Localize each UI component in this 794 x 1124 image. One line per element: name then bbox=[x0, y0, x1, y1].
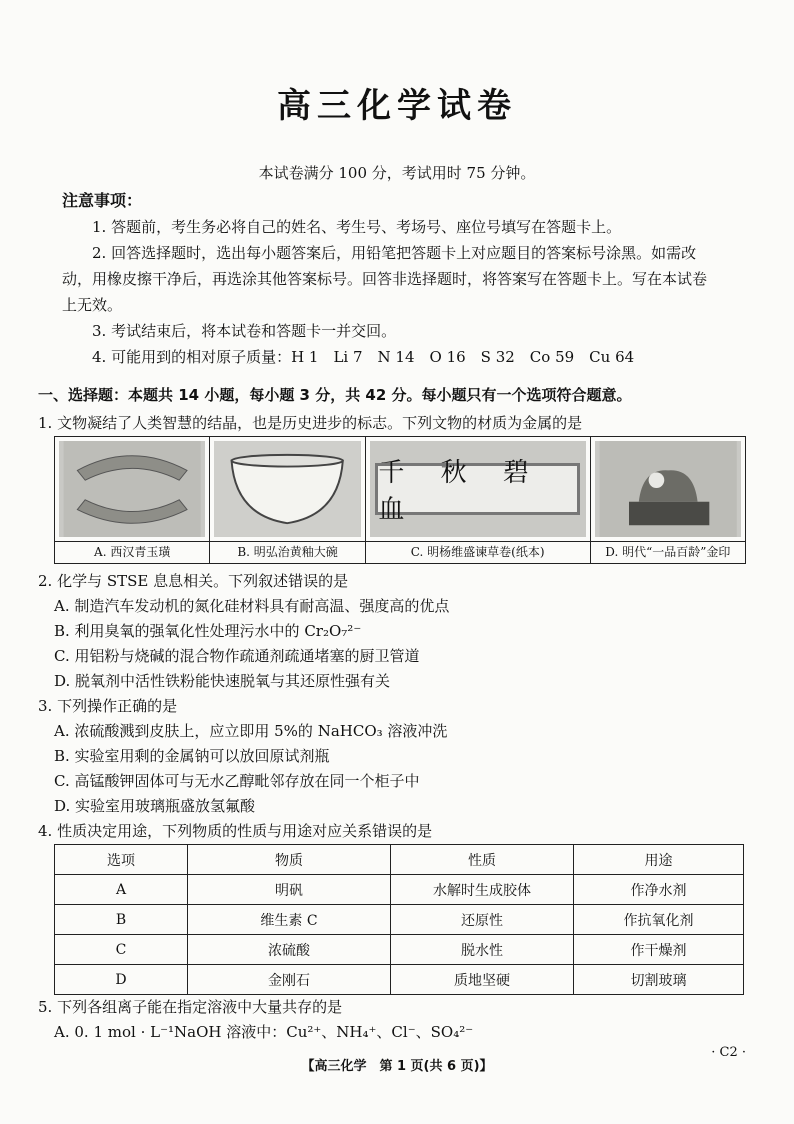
jade-huang-image bbox=[59, 441, 205, 537]
q2-option-b: B. 利用臭氧的强氧化性处理污水中的 Cr₂O₇²⁻ bbox=[54, 622, 362, 640]
artifact-label-d: D. 明代“一品百龄”金印 bbox=[591, 541, 745, 563]
table-cell: 还原性 bbox=[391, 905, 574, 935]
page-title: 高三化学试卷 bbox=[277, 86, 517, 126]
q2-option-a: A. 制造汽车发动机的氮化硅材料具有耐高温、强度高的优点 bbox=[54, 597, 450, 615]
table-cell: 作抗氧化剂 bbox=[574, 905, 744, 935]
q4-stem: 4. 性质决定用途，下列物质的性质与用途对应关系错误的是 bbox=[38, 822, 433, 840]
table-cell: 水解时生成胶体 bbox=[391, 875, 574, 905]
table-cell: 切割玻璃 bbox=[574, 965, 744, 995]
table-cell: 明矾 bbox=[188, 875, 391, 905]
table-row bbox=[55, 905, 744, 935]
table-cell: 作干燥剂 bbox=[574, 935, 744, 965]
q5-stem: 5. 下列各组离子能在指定溶液中大量共存的是 bbox=[38, 998, 343, 1016]
table-row bbox=[55, 935, 744, 965]
artifact-cell-a bbox=[55, 437, 210, 563]
q4-property-table bbox=[54, 844, 744, 995]
notice-item: 1. 答题前，考生务必将自己的姓名、考生号、考场号、座位号填写在答题卡上。 bbox=[92, 218, 622, 236]
table-cell: 维生素 C bbox=[188, 905, 391, 935]
q2-stem: 2. 化学与 STSE 息息相关。下列叙述错误的是 bbox=[38, 572, 349, 590]
q3-option-d: D. 实验室用玻璃瓶盛放氢氟酸 bbox=[54, 797, 256, 815]
exam-info: 本试卷满分 100 分，考试用时 75 分钟。 bbox=[258, 164, 536, 182]
notice-item: 3. 考试结束后，将本试卷和答题卡一并交回。 bbox=[92, 322, 397, 340]
q1-artifact-table bbox=[54, 436, 746, 564]
table-cell: 浓硫酸 bbox=[188, 935, 391, 965]
page-footer: 【高三化学 第 1 页(共 6 页)】 bbox=[301, 1059, 493, 1074]
q3-option-c: C. 高锰酸钾固体可与无水乙醇毗邻存放在同一个柜子中 bbox=[54, 772, 420, 790]
table-cell: D bbox=[55, 965, 188, 995]
q3-option-a: A. 浓硫酸溅到皮肤上，应立即用 5%的 NaHCO₃ 溶液冲洗 bbox=[54, 722, 448, 740]
q1-stem: 1. 文物凝结了人类智慧的结晶，也是历史进步的标志。下列文物的材质为金属的是 bbox=[38, 414, 583, 432]
artifact-label-c: C. 明杨维盛谏草卷(纸本) bbox=[366, 541, 590, 563]
gold-seal-image bbox=[595, 441, 741, 537]
table-row bbox=[55, 965, 744, 995]
q2-option-d: D. 脱氧剂中活性铁粉能快速脱氧与其还原性强有关 bbox=[54, 672, 391, 690]
table-header: 物质 bbox=[188, 845, 391, 875]
scroll-calligraphy: 千 秋 碧 血 bbox=[378, 458, 543, 525]
artifact-label-b: B. 明弘治黄釉大碗 bbox=[210, 541, 364, 563]
section-heading: 一、选择题：本题共 14 小题，每小题 3 分，共 42 分。每小题只有一个选项符合题意。 bbox=[38, 386, 632, 404]
artifact-label-a: A. 西汉青玉璜 bbox=[55, 541, 209, 563]
table-header: 性质 bbox=[391, 845, 574, 875]
q2-option-c: C. 用铝粉与烧碱的混合物作疏通剂疏通堵塞的厨卫管道 bbox=[54, 647, 420, 665]
table-cell: B bbox=[55, 905, 188, 935]
artifact-cell-c bbox=[366, 437, 591, 563]
scroll-image bbox=[370, 441, 586, 537]
table-cell: A bbox=[55, 875, 188, 905]
yellow-bowl-image bbox=[214, 441, 360, 537]
notice-heading: 注意事项： bbox=[62, 191, 143, 210]
table-header: 用途 bbox=[574, 845, 744, 875]
q5-option-a: A. 0. 1 mol · L⁻¹NaOH 溶液中：Cu²⁺、NH₄⁺、Cl⁻、SO₄²⁻ bbox=[54, 1023, 474, 1041]
notice-item: 4. 可能用到的相对原子质量：H 1 Li 7 N 14 O 16 S 32 Co 59 Cu 64 bbox=[92, 348, 635, 366]
table-cell: 脱水性 bbox=[391, 935, 574, 965]
q3-option-b: B. 实验室用剩的金属钠可以放回原试剂瓶 bbox=[54, 747, 330, 765]
artifact-cell-d bbox=[591, 437, 745, 563]
q3-stem: 3. 下列操作正确的是 bbox=[38, 697, 178, 715]
table-cell: 金刚石 bbox=[188, 965, 391, 995]
table-header-row bbox=[55, 845, 744, 875]
artifact-cell-b bbox=[210, 437, 365, 563]
table-header: 选项 bbox=[55, 845, 188, 875]
paper-code: · C2 · bbox=[711, 1045, 746, 1060]
table-cell: 质地坚硬 bbox=[391, 965, 574, 995]
table-cell: C bbox=[55, 935, 188, 965]
notice-item: 2. 回答选择题时，选出每小题答案后，用铅笔把答题卡上对应题目的答案标号涂黑。如需改动，用橡皮擦干净后，再选涂其他答案标号。回答非选择题时，将答案写在答题卡上。写在本试卷上无效。 bbox=[62, 244, 708, 314]
table-cell: 作净水剂 bbox=[574, 875, 744, 905]
table-row bbox=[55, 875, 744, 905]
notice-list bbox=[62, 214, 712, 370]
